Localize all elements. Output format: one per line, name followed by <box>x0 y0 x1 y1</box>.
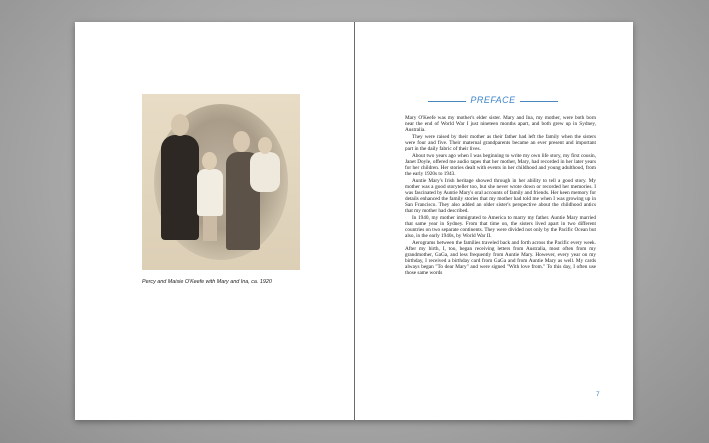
photo-figure-man-head <box>171 114 189 136</box>
page-number: 7 <box>596 391 600 398</box>
paragraph: In 1940, my mother immigrated to America to marry my father. Auntie Mary married that same year in Sydney. From that time on, the sisters lived apart in two different countries on two separate continents. They were divided not only by the Pacific Ocean but also, in the early 1940s, by World War II. <box>405 214 596 240</box>
paragraph: About two years ago when I was beginning to write my own life story, my first cousin, Janet Doyle, offered me audio tapes that her mother, Mary, had recorded in her later years for her children. Her stories dealt with events in her childhood and young adulthood, from the early 1920s to 1943. <box>405 152 596 178</box>
photo-caption: Percy and Maisie O'Keefe with Mary and Ina, ca. 1920 <box>142 279 272 285</box>
paragraph: Auntie Mary's Irish heritage showed through in her ability to tell a good story. My mother was a good storyteller too, but she never wrote down or recorded her memories. I was fascinated by Auntie Mary's oral accounts of family and friends. Her keen memory for details enhanced the family stories that my mother had told me when I was growing up in San Francisco. They also added an older sister's perspective about the childhood antics that my mother had described. <box>405 177 596 215</box>
paragraph: They were raised by their mother as their father had left the family when the sisters were four and five. Their maternal grandparents became an ever present and important part in the daily fabric of their lives. <box>405 133 596 153</box>
photo-figure-girl-legs <box>203 215 217 241</box>
preface-body <box>405 115 596 277</box>
right-page <box>355 22 633 420</box>
heading-rule-left <box>428 101 466 102</box>
left-page <box>75 22 355 420</box>
photo-figure-child-head <box>258 137 272 154</box>
book-spread <box>75 22 633 420</box>
paragraph: Aerograms between the families traveled back and forth across the Pacific every week. After my birth, I, too, began receiving letters from Australia, most often from my grandmother, GaGa, and less frequently from Auntie Mary. However, every year on my birthday, I received a birthday card from GaGa and from Auntie Mary as well. My cards always began "To dear Mary" and were signed "With love from." To this day, I often use those same words <box>405 239 596 277</box>
preface-heading <box>355 95 633 107</box>
preface-title: PREFACE <box>470 95 516 105</box>
heading-rule-right <box>520 101 558 102</box>
photo-figure-girl-head <box>202 152 217 170</box>
paragraph: Mary O'Keefe was my mother's elder sister. Mary and Ina, my mother, were both born near the end of World War I just nineteen months apart, and both grew up in Sydney, Australia. <box>405 115 596 134</box>
photo-figure-child <box>250 152 280 192</box>
family-photo <box>142 94 300 270</box>
photo-figure-woman-head <box>233 131 250 152</box>
photo-figure-man <box>161 135 199 240</box>
photo-figure-girl <box>197 169 223 216</box>
